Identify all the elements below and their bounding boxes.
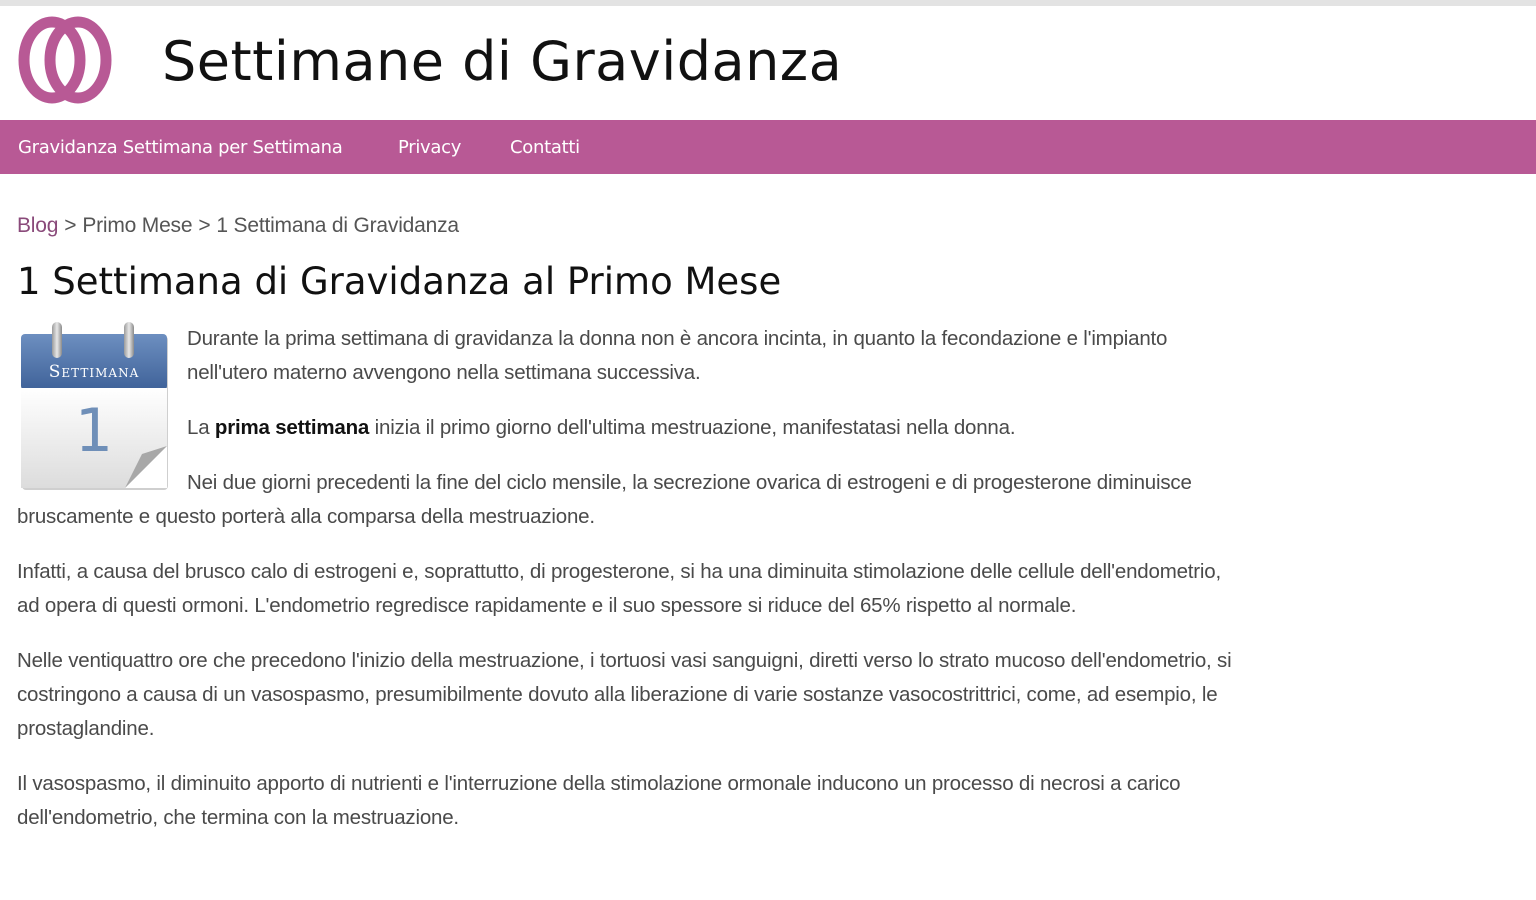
breadcrumb-current: 1 Settimana di Gravidanza: [216, 214, 459, 237]
article-paragraph: Durante la prima settimana di gravidanza la donna non è ancora incinta, in quanto la fecondazione e l'impianto nell'utero materno avvengono nella settimana successiva.: [187, 327, 1168, 384]
site-title[interactable]: Settimane di Gravidanza: [162, 30, 843, 93]
breadcrumb: [17, 214, 459, 238]
interlocked-rings-icon: [16, 14, 116, 106]
nav-item-contatti[interactable]: Contatti: [510, 137, 580, 158]
breadcrumb-separator: >: [198, 214, 211, 237]
site-logo[interactable]: [16, 14, 116, 106]
article-paragraph: [17, 411, 1239, 445]
breadcrumb-month[interactable]: Primo Mese: [82, 214, 193, 237]
article-paragraph: Infatti, a causa del brusco calo di estrogeni e, soprattutto, di progesterone, si ha una diminuita stimolazione delle cellule dell'endometrio, ad opera di questi ormoni. L'endometrio regredisce rapidamente e il suo spessore si riduce del 65% rispetto al normale.: [17, 560, 1221, 617]
breadcrumb-blog[interactable]: Blog: [17, 214, 59, 237]
paragraph-text: La: [187, 416, 215, 439]
nav-item-privacy[interactable]: Privacy: [398, 137, 462, 158]
article-paragraph: Il vasospasmo, il diminuito apporto di nutrienti e l'interruzione della stimolazione ormonale inducono un processo di necrosi a carico dell'endometrio, che termina con la mestruazione.: [17, 772, 1181, 829]
breadcrumb-separator: >: [64, 214, 77, 237]
site-header: [0, 6, 1536, 120]
calendar-label: Settimana: [48, 362, 140, 382]
article-body: [17, 322, 1239, 856]
calendar-number: 1: [74, 396, 114, 466]
page-title: 1 Settimana di Gravidanza al Primo Mese: [17, 260, 782, 303]
main-nav: [0, 120, 1536, 174]
article-paragraph: Nei due giorni precedenti la fine del ciclo mensile, la secrezione ovarica di estrogeni e di progesterone diminuisce bruscamente e questo porterà alla comparsa della mestruazione.: [17, 471, 1192, 528]
paragraph-text: inizia il primo giorno dell'ultima mestruazione, manifestatasi nella donna.: [369, 416, 1016, 439]
highlight-prima-settimana: prima settimana: [214, 416, 370, 439]
nav-item-gravidanza[interactable]: Gravidanza Settimana per Settimana: [18, 137, 343, 158]
article-paragraph: Nelle ventiquattro ore che precedono l'inizio della mestruazione, i tortuosi vasi sanguigni, diretti verso lo strato mucoso dell'endometrio, si costringono a causa di un vasospasmo, presumibilmente dovuto alla liberazione di varie sostanze vasocostrittrici, come, ad esempio, le prostaglandine.: [17, 649, 1232, 740]
